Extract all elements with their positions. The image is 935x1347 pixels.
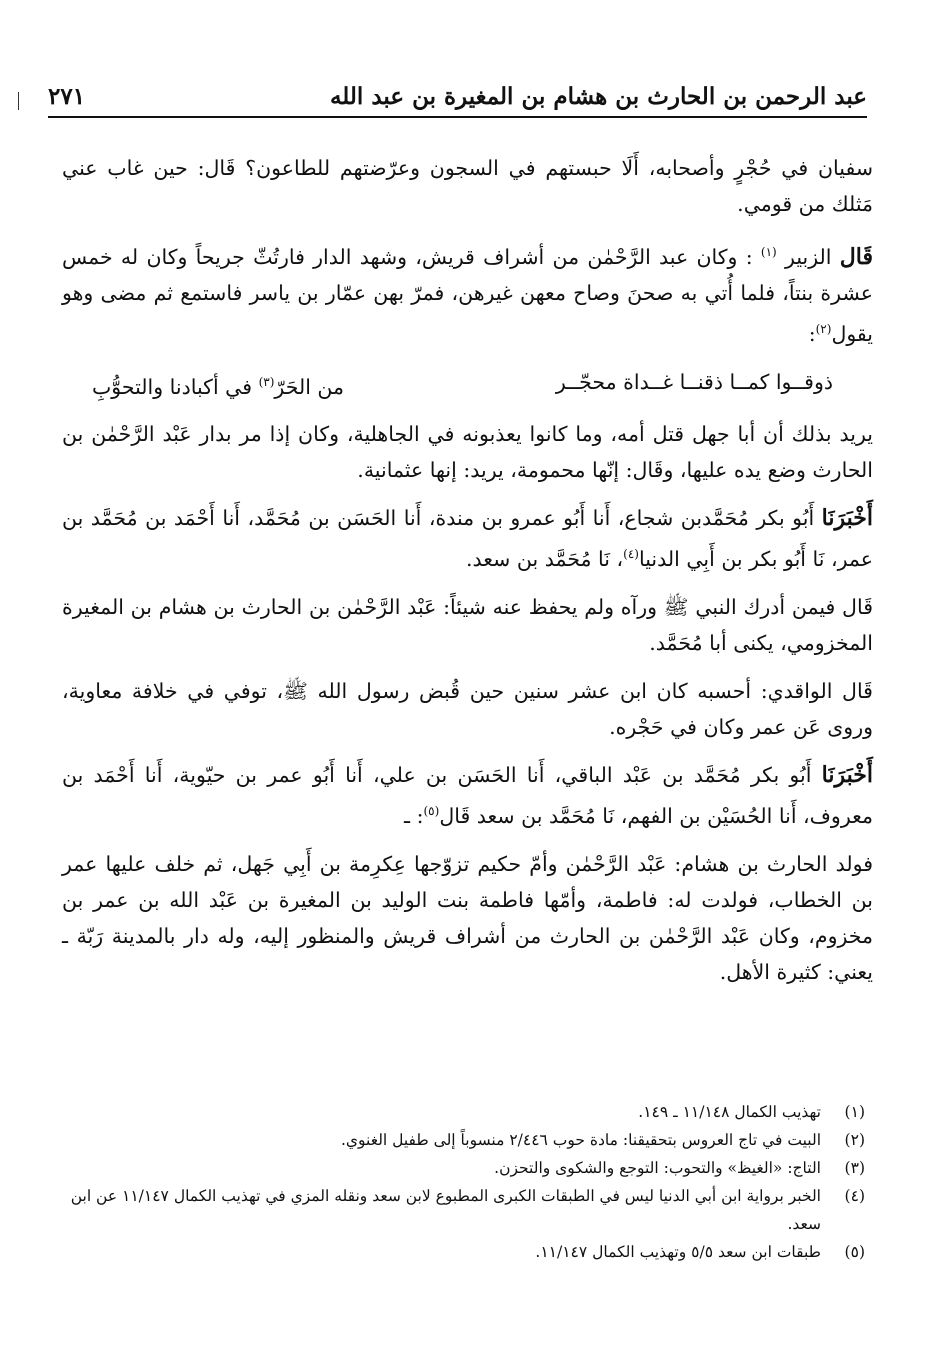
footnotes bbox=[62, 1098, 865, 1266]
paragraph-keyword: أَخْبَرَنَا bbox=[821, 505, 873, 532]
paragraph-text: أَبُو بكر مُحَمَّدبن شجاع، أَنا أَبُو عمرو بن مندة، أَنا الحَسَن بن مُحَمَّد، أَنا أَحْمَد بن مُحَمَّد بن عمر، نَا أَبُو بكر بن أَبِي الدنيا bbox=[62, 506, 873, 572]
header-title: عبد الرحمن بن الحارث بن هشام بن المغيرة بن عبد الله bbox=[329, 83, 867, 110]
paragraph-7 bbox=[62, 757, 873, 834]
paragraph-8: فولد الحارث بن هشام: عَبْد الرَّحْمٰن وأمّ حكيم تزوّجها عِكرِمة بن أَبِي جَهل، ثم خلف عليها عمر بن الخطاب، فولدت له: فاطمة، وأمّها فاطمة بنت الوليد بن المغيرة بن عَبْد الله بن عمر بن مخزوم، وكان عَبْد الرَّحْمٰن بن الحارث من أشراف قريش والمنظور إليه، وله دار بالمدينة رَبّة ـ يعني: كثيرة الأهل. bbox=[62, 852, 873, 985]
footnote-ref-4: (٤) bbox=[623, 547, 639, 562]
paragraph-3: يريد بذلك أن أبا جهل قتل أمه، وما كانوا يعذبونه في الجاهلية، وكان إذا مر بدار عَبْد الرَّحْمٰن بن الحارث وضع يده عليها، وقَال: إنّها محمومة، يريد: إنها عثمانية. bbox=[62, 422, 873, 483]
paragraph-text: : bbox=[808, 321, 816, 346]
footnote-ref-2: (٢) bbox=[815, 321, 832, 336]
paragraph-keyword: أَخْبَرَنَا bbox=[821, 762, 873, 789]
paragraph-text: : وكان عبد الرَّحْمٰن من أشراف قريش، وشهد الدار فارتُثّ جريحاً وكان له خمس عشرة بنتاً، فلما أُتي به صحنَ وصاح معهن غيرهن، فمرّ بهن عمّار بن ياسر فاستمع ثم مضى وهو يقول bbox=[62, 244, 873, 346]
paragraph-2 bbox=[62, 234, 873, 352]
footnote-text: التاج: «الغيظ» والتحوب: التوجع والشكوى والتحزن. bbox=[494, 1159, 821, 1177]
footnote-ref-5: (٥) bbox=[423, 804, 440, 819]
paragraph-text: ، نَا مُحَمَّد بن سعد. bbox=[466, 547, 624, 572]
footnote-number: (٢) bbox=[844, 1131, 865, 1149]
footnote-number: (٣) bbox=[844, 1159, 865, 1177]
verse-first-hemistich: ذوقــوا كمــا ذقنــا غــداة محجّــر bbox=[555, 369, 833, 394]
paragraph-text: : ـ bbox=[404, 804, 424, 829]
footnote-number: (١) bbox=[844, 1103, 865, 1121]
paragraph-keyword: قَال bbox=[839, 243, 873, 270]
paragraph-4 bbox=[62, 500, 873, 577]
footnote bbox=[62, 1126, 865, 1154]
paragraph-5: قَال فيمن أدرك النبي ﷺ ورآه ولم يحفظ عنه شيئاً: عَبْد الرَّحْمٰن بن الحارث بن هشام بن المغيرة المخزومي، يكنى أبا مُحَمَّد. bbox=[62, 595, 873, 656]
footnote bbox=[62, 1098, 865, 1126]
main-text bbox=[62, 150, 873, 1002]
poetry-verse bbox=[62, 364, 873, 405]
footnote bbox=[62, 1238, 865, 1266]
footnote-ref-1: (١) bbox=[760, 245, 777, 259]
footnote bbox=[62, 1182, 865, 1238]
footnote-text: تهذيب الكمال ١١/١٤٨ ـ ١٤٩. bbox=[638, 1103, 821, 1121]
paragraph-text: الزبير bbox=[785, 244, 832, 269]
verse-second-hemistich bbox=[92, 364, 344, 405]
footnote-text: البيت في تاج العروس بتحقيقنا: مادة حوب ٢/٤٤٦ منسوباً إلى طفيل الغنوي. bbox=[340, 1131, 821, 1149]
footnote-text: طبقات ابن سعد ٥/٥ وتهذيب الكمال ١١/١٤٧. bbox=[535, 1243, 821, 1261]
verse-text: من الحَرّ bbox=[274, 374, 344, 399]
footnote-ref-3: (٣) bbox=[258, 374, 275, 389]
footnote-text: الخبر برواية ابن أبي الدنيا ليس في الطبقات الكبرى المطبوع لابن سعد ونقله المزي في تهذيب الكمال ١١/١٤٧ عن ابن سعد. bbox=[70, 1187, 821, 1233]
margin-mark bbox=[18, 92, 19, 110]
paragraph-text: أَبُو بكر مُحَمَّد بن عَبْد الباقي، أَنا الحَسَن بن علي، أَنا أَبُو عمر بن حيّوية، أَنا أَحْمَد بن معروف، أَنا الحُسَيْن بن الفهم، نَا مُحَمَّد بن سعد قَال bbox=[62, 763, 873, 829]
page-number: ٢٧١ bbox=[48, 83, 86, 110]
footnote-number: (٥) bbox=[844, 1243, 865, 1261]
paragraph-1: سفيان في حُجْرٍ وأصحابه، أَلَا حبستهم في السجون وعرّضتهم للطاعون؟ قَال: حين غاب عني مَثلك من قومي. bbox=[62, 156, 873, 216]
footnote bbox=[62, 1154, 865, 1182]
paragraph-6: قَال الواقدي: أحسبه كان ابن عشر سنين حين قُبض رسول الله ﷺ، توفي في خلافة معاوية، وروى عَن عمر وكان في حَجْره. bbox=[62, 679, 873, 740]
footnote-number: (٤) bbox=[844, 1187, 865, 1205]
running-header bbox=[48, 70, 867, 118]
verse-text: في أكبادنا والتحوُّبِ bbox=[92, 374, 253, 399]
